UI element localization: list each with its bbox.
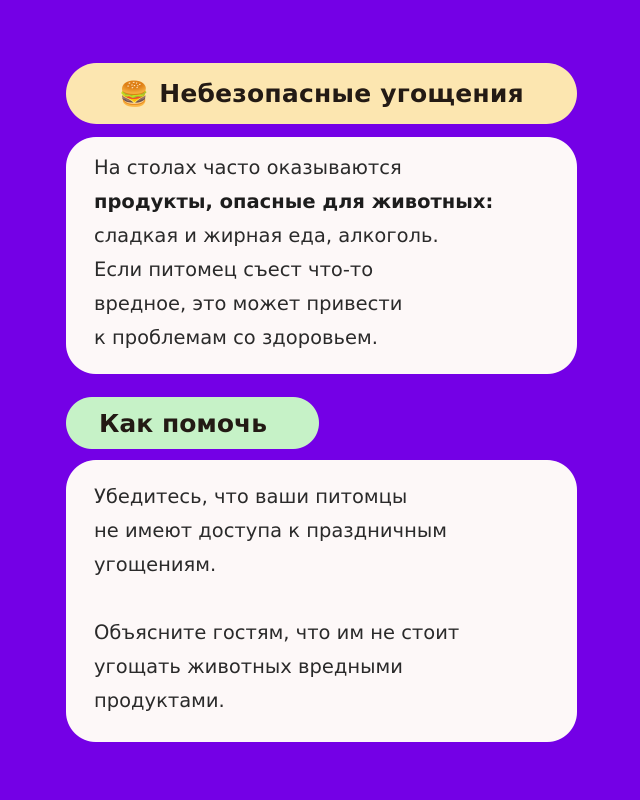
help-card: [66, 460, 577, 742]
header-pill: [66, 63, 577, 124]
burger-icon: 🍔: [119, 79, 150, 108]
info-rest-text: сладкая и жирная еда, алкоголь. Если питомец съест что-то вредное, это может привести к проблемам со здоровьем.: [94, 224, 439, 349]
info-card: [66, 137, 577, 374]
header-title: Небезопасные угощения: [159, 79, 524, 108]
help-title: Как помочь: [99, 408, 268, 438]
info-bold-text: продукты, опасные для животных:: [94, 190, 494, 213]
info-line-1: На столах часто оказываются: [94, 156, 402, 179]
help-paragraph-2: Объясните гостям, что им не стоит угощать животных вредными продуктами.: [94, 621, 460, 712]
help-pill: [66, 397, 319, 449]
help-paragraph-1: Убедитесь, что ваши питомцы не имеют доступа к праздничным угощениям.: [94, 485, 447, 576]
